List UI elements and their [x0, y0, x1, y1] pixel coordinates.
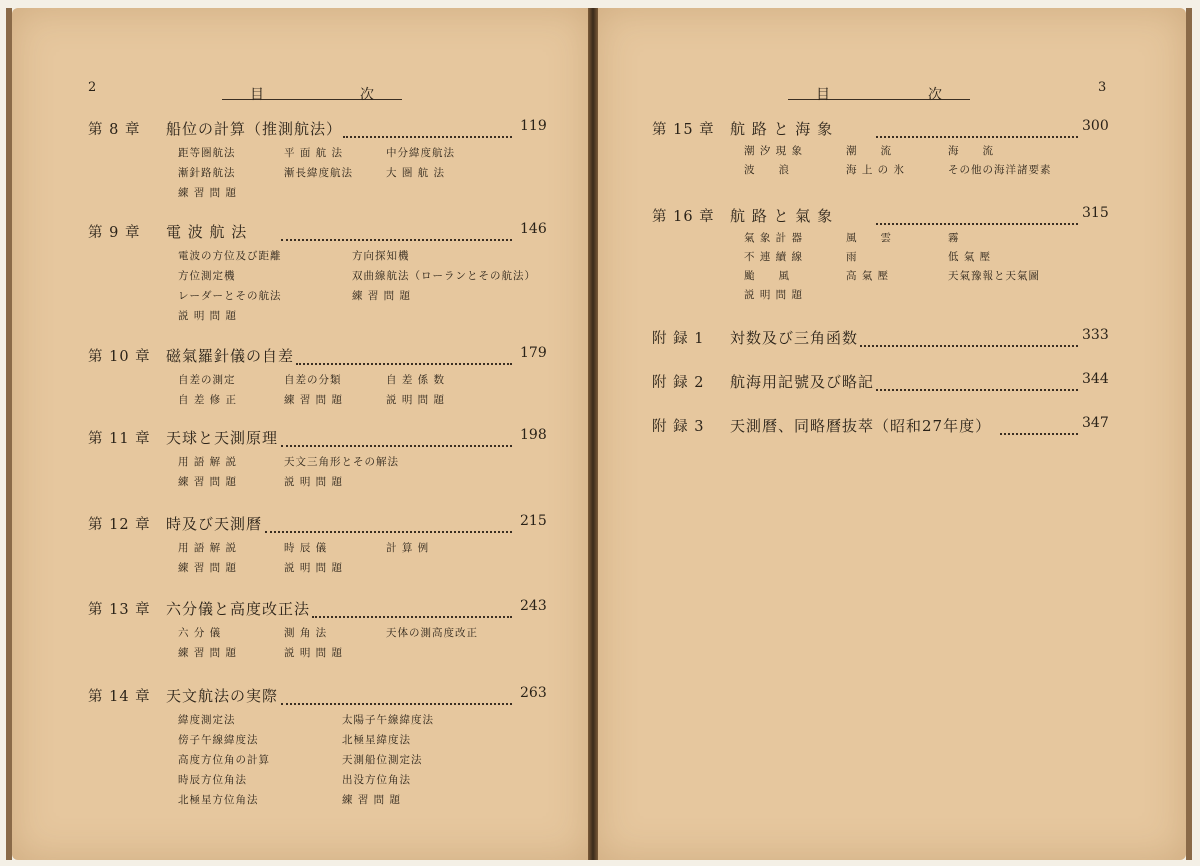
section-item: その他の海洋諸要素	[948, 164, 1052, 176]
section-item: 双曲線航法（ローランとその航法）	[352, 270, 536, 282]
section-item: 計 算 例	[386, 542, 430, 554]
section-item: 距等圏航法	[178, 147, 236, 159]
left-page-number: 2	[88, 80, 97, 95]
chapter-number: 第 10 章	[88, 349, 151, 365]
section-item: 波 浪	[744, 164, 790, 176]
section-item: 自差の分類	[284, 374, 342, 386]
leader-dots	[343, 118, 513, 138]
chapter-title: 時及び天測曆	[166, 515, 263, 533]
section-item: 大 圏 航 法	[386, 167, 446, 179]
chapter-entry	[0, 685, 547, 707]
chapter-page-number: 198	[520, 427, 547, 443]
chapter-title: 六分儀と高度改正法	[166, 600, 311, 618]
chapter-page-number: 243	[520, 598, 547, 614]
section-item: 天体の測高度改正	[386, 627, 478, 639]
chapter-number: 第 11 章	[88, 431, 151, 447]
section-item: 氣 象 計 器	[744, 232, 804, 244]
section-item: 方位測定機	[178, 270, 236, 282]
section-item: 練 習 問 題	[178, 187, 238, 199]
book-spine	[588, 8, 598, 860]
section-item: 颱 風	[744, 270, 790, 282]
leader-dots	[876, 205, 1079, 225]
header-char: 目	[816, 87, 830, 103]
section-item: 測 角 法	[284, 627, 328, 639]
leader-dots	[876, 118, 1079, 138]
chapter-title: 磁氣羅針儀の自差	[166, 347, 295, 365]
leader-dots	[281, 427, 513, 447]
section-item: 練 習 問 題	[178, 562, 238, 574]
section-item: 用 語 解 説	[178, 542, 238, 554]
chapter-title: 天文航法の実際	[166, 687, 279, 705]
section-item: 海 流	[948, 145, 994, 157]
chapter-entry	[0, 327, 1109, 349]
chapter-page-number: 146	[520, 221, 547, 237]
section-item: 雨	[846, 251, 858, 263]
section-item: 自 差 係 数	[386, 374, 446, 386]
section-item: 高 氣 壓	[846, 270, 890, 282]
section-item: 緯度測定法	[178, 714, 236, 726]
chapter-title: 航 路 と 海 象	[730, 120, 834, 138]
left-page-header	[222, 84, 402, 103]
chapter-title: 航海用記號及び略記	[730, 373, 875, 391]
leader-dots	[312, 598, 513, 618]
chapter-number: 第 9 章	[88, 225, 141, 241]
section-item: 練 習 問 題	[178, 476, 238, 488]
section-item: 時 辰 儀	[284, 542, 328, 554]
right-page-header	[788, 84, 970, 103]
section-item: 潮 流	[846, 145, 892, 157]
section-item: 説 明 問 題	[386, 394, 446, 406]
section-item: 漸針路航法	[178, 167, 236, 179]
chapter-page-number: 333	[1082, 327, 1109, 343]
section-item: 潮 汐 現 象	[744, 145, 804, 157]
section-item: 海 上 の 氷	[846, 164, 906, 176]
section-item: 練 習 問 題	[284, 394, 344, 406]
chapter-title: 航 路 と 氣 象	[730, 207, 834, 225]
section-item: 低 氣 壓	[948, 251, 992, 263]
section-item: 平 面 航 法	[284, 147, 344, 159]
header-char: 次	[928, 87, 942, 103]
section-item: 霧	[948, 232, 960, 244]
section-item: 天文三角形とその解法	[284, 456, 399, 468]
section-item: 練 習 問 題	[352, 290, 412, 302]
section-item: 説 明 問 題	[744, 289, 804, 301]
chapter-page-number: 347	[1082, 415, 1109, 431]
section-item: 太陽子午線緯度法	[342, 714, 434, 726]
chapter-page-number: 300	[1082, 118, 1109, 134]
section-item: 不 連 續 線	[744, 251, 804, 263]
chapter-title: 電 波 航 法	[166, 223, 248, 241]
section-item: 自差の測定	[178, 374, 236, 386]
section-item: 練 習 問 題	[342, 794, 402, 806]
chapter-number: 第 13 章	[88, 602, 151, 618]
left-page-edge	[6, 8, 12, 860]
leader-dots	[281, 685, 513, 705]
section-item: 方向探知機	[352, 250, 410, 262]
section-item: 風 雲	[846, 232, 892, 244]
header-char: 次	[360, 87, 374, 103]
section-item: 天氣豫報と天氣圖	[948, 270, 1040, 282]
chapter-number: 第 8 章	[88, 122, 141, 138]
chapter-number: 附 録 3	[652, 419, 705, 435]
section-item: 用 語 解 説	[178, 456, 238, 468]
chapter-number: 第 12 章	[88, 517, 151, 533]
section-item: 説 明 問 題	[178, 310, 238, 322]
chapter-page-number: 344	[1082, 371, 1109, 387]
section-item: 高度方位角の計算	[178, 754, 270, 766]
leader-dots	[265, 513, 512, 533]
header-char: 目	[250, 87, 264, 103]
leader-dots	[296, 345, 512, 365]
section-item: レーダーとその航法	[178, 290, 282, 302]
leader-dots	[281, 221, 513, 241]
chapter-title: 天球と天測原理	[166, 429, 279, 447]
chapter-number: 附 録 2	[652, 375, 705, 391]
chapter-page-number: 315	[1082, 205, 1109, 221]
section-item: 自 差 修 正	[178, 394, 238, 406]
chapter-page-number: 119	[520, 118, 547, 134]
right-page-edge	[1186, 8, 1192, 860]
section-item: 北極星方位角法	[178, 794, 259, 806]
section-item: 六 分 儀	[178, 627, 222, 639]
chapter-number: 第 16 章	[652, 209, 715, 225]
leader-dots	[876, 371, 1079, 391]
section-item: 説 明 問 題	[284, 476, 344, 488]
section-item: 中分緯度航法	[386, 147, 455, 159]
section-item: 傍子午線緯度法	[178, 734, 259, 746]
section-item: 説 明 問 題	[284, 562, 344, 574]
chapter-page-number: 263	[520, 685, 547, 701]
chapter-entry	[0, 513, 547, 535]
chapter-page-number: 215	[520, 513, 547, 529]
chapter-number: 第 15 章	[652, 122, 715, 138]
leader-dots	[860, 327, 1078, 347]
chapter-entry	[0, 205, 1109, 227]
right-page-number: 3	[1098, 80, 1107, 95]
chapter-page-number: 179	[520, 345, 547, 361]
chapter-title: 対数及び三角函数	[730, 329, 859, 347]
section-item: 電波の方位及び距離	[178, 250, 282, 262]
chapter-number: 附 録 1	[652, 331, 705, 347]
section-item: 出没方位角法	[342, 774, 411, 786]
chapter-title: 船位の計算（推測航法）	[166, 120, 343, 138]
section-item: 北極星緯度法	[342, 734, 411, 746]
leader-dots	[1000, 415, 1079, 435]
section-item: 練 習 問 題	[178, 647, 238, 659]
section-item: 説 明 問 題	[284, 647, 344, 659]
chapter-entry	[0, 598, 547, 620]
section-item: 天測船位測定法	[342, 754, 423, 766]
chapter-title: 天測曆、同略曆抜萃（昭和27年度）	[730, 417, 992, 435]
section-item: 時辰方位角法	[178, 774, 247, 786]
section-item: 漸長緯度航法	[284, 167, 353, 179]
chapter-number: 第 14 章	[88, 689, 151, 705]
